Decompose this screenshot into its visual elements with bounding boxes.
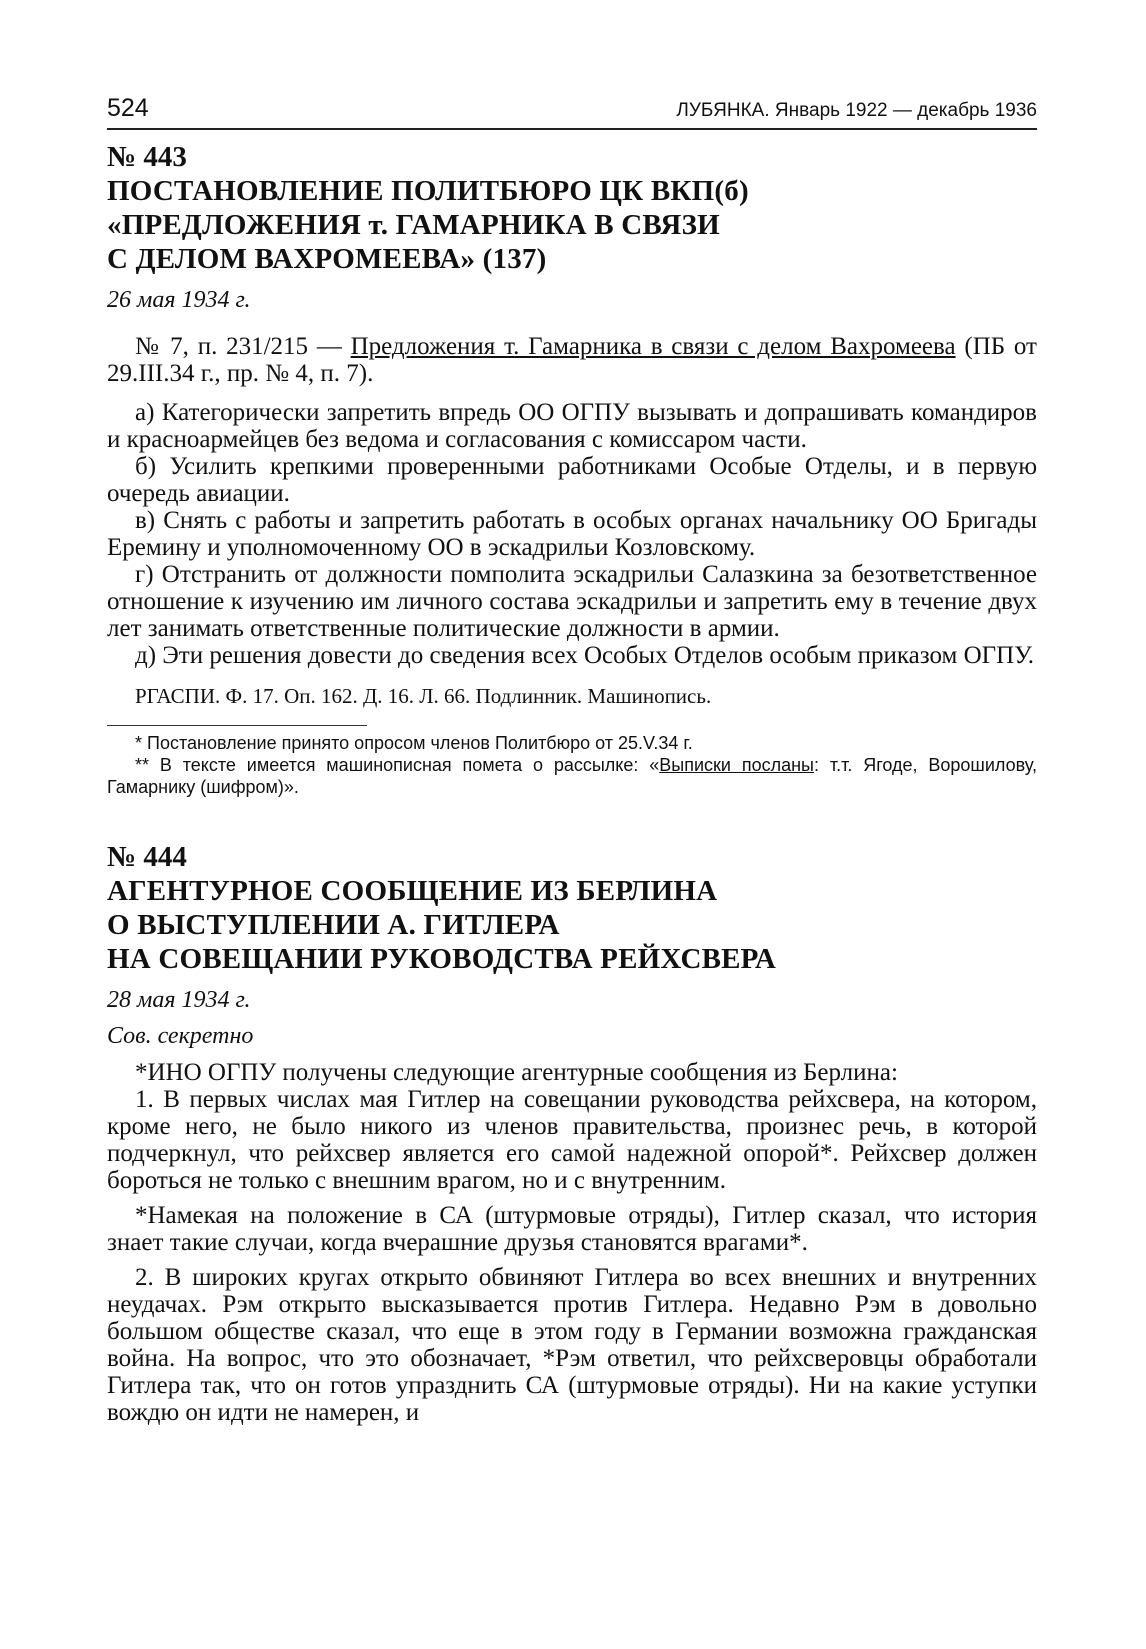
doc-443-reference [107,333,1037,387]
doc-443-paragraph-b: б) Усилить крепкими проверенными работниками Особые Отделы, и в первую очередь авиации. [107,453,1037,507]
running-head [107,94,1037,130]
doc-443-paragraph-a: а) Категорически запретить впредь ОО ОГПУ вызывать и допрашивать командиров и красноармейцев без ведома и согласования с комиссаром части. [107,399,1037,453]
doc-443-ref-prefix: № 7, п. 231/215 — [135,333,351,360]
doc-443-paragraph-g: г) Отстранить от должности помполита эскадрильи Салазкина за безответственное отношение к изучению им личного состава эскадрильи и запретить ему в течение двух лет занимать ответственные политические должности в армии. [107,561,1037,642]
footnote-2-prefix: ** В тексте имеется машинописная помета о рассылке: « [135,755,660,775]
doc-443-date: 26 мая 1934 г. [107,287,251,313]
doc-443-ref-rest: (ПБ от 29.III.34 г., пр. № 4, п. 7). [107,333,1037,387]
doc-443-paragraph-d: д) Эти решения довести до сведения всех Особых Отделов особым приказом ОГПУ. [135,642,1035,669]
footnote-2-rest: : т.т. Ягоде, Ворошилову, Гамарнику (шифром)». [107,755,1038,797]
doc-443-number: № 443 [107,141,187,173]
doc-444-paragraph-intro: *ИНО ОГПУ получены следующие агентурные сообщения из Берлина: [135,1059,898,1086]
doc-443-ref-underlined: Предложения т. Гамарника в связи с делом Вахромеева [350,333,956,360]
footnote-2-underlined: Выписки посланы [659,755,814,775]
doc-443-title-line-3: С ДЕЛОМ ВАХРОМЕЕВА» (137) [107,243,547,275]
doc-443-title-line-1: ПОСТАНОВЛЕНИЕ ПОЛИТБЮРО ЦК ВКП(б) [107,175,749,207]
doc-444-paragraph-hint: *Намекая на положение в СА (штурмовые отряды), Гитлер сказал, что история знает такие случаи, когда вчерашние друзья становятся врагами*. [107,1202,1037,1256]
doc-444-title-line-3: НА СОВЕЩАНИИ РУКОВОДСТВА РЕЙХСВЕРА [107,943,777,975]
doc-444-paragraph-2: 2. В широких кругах открыто обвиняют Гитлера во всех внешних и внутренних неудачах. Рэм открыто высказывается против Гитлера. Недавно Рэм в довольно большом обществе сказал, что еще в этом году в Германии возможна гражданская война. На вопрос, что это обозначает, *Рэм ответил, что рейхсверовцы обработали Гитлера так, что он готов упразднить СА (штурмовые отряды). Ни на какие уступки вождю он идти не намерен, и [107,1264,1037,1426]
book-page [107,94,1037,1426]
doc-443-footnote-2 [107,754,1037,798]
doc-444-date: 28 мая 1934 г. [107,987,251,1013]
doc-443-paragraph-v: в) Снять с работы и запретить работать в особых органах начальнику ОО Бригады Еремину и уполномоченному ОО в эскадрильи Козловскому. [107,507,1037,561]
doc-443-footnote-1: * Постановление принято опросом членов Политбюро от 25.V.34 г. [135,733,693,753]
document-443 [107,140,1037,798]
page-number: 524 [107,94,149,122]
running-title: ЛУБЯНКА. Январь 1922 — декабрь 1936 [676,100,1037,121]
doc-444-title-line-1: АГЕНТУРНОЕ СООБЩЕНИЕ ИЗ БЕРЛИНА [107,875,718,907]
doc-444-paragraph-1: 1. В первых числах мая Гитлер на совещании руководства рейхсвера, на котором, кроме него, не было никого из членов правительства, произнес речь, в которой подчеркнул, что рейхсвер является его самой надежной опорой*. Рейхсвер должен бороться не только с внешним врагом, но и с внутренним. [107,1086,1037,1194]
doc-443-title-line-2: «ПРЕДЛОЖЕНИЯ т. ГАМАРНИКА В СВЯЗИ [107,209,720,241]
doc-444-title-line-2: О ВЫСТУПЛЕНИИ А. ГИТЛЕРА [107,909,560,941]
footnote-divider [107,725,367,726]
document-444 [107,840,1037,1426]
doc-444-number: № 444 [107,841,187,873]
doc-444-classification: Сов. секретно [107,1023,254,1049]
doc-443-archival-source: РГАСПИ. Ф. 17. Оп. 162. Д. 16. Л. 66. Подлинник. Машинопись. [135,684,712,708]
